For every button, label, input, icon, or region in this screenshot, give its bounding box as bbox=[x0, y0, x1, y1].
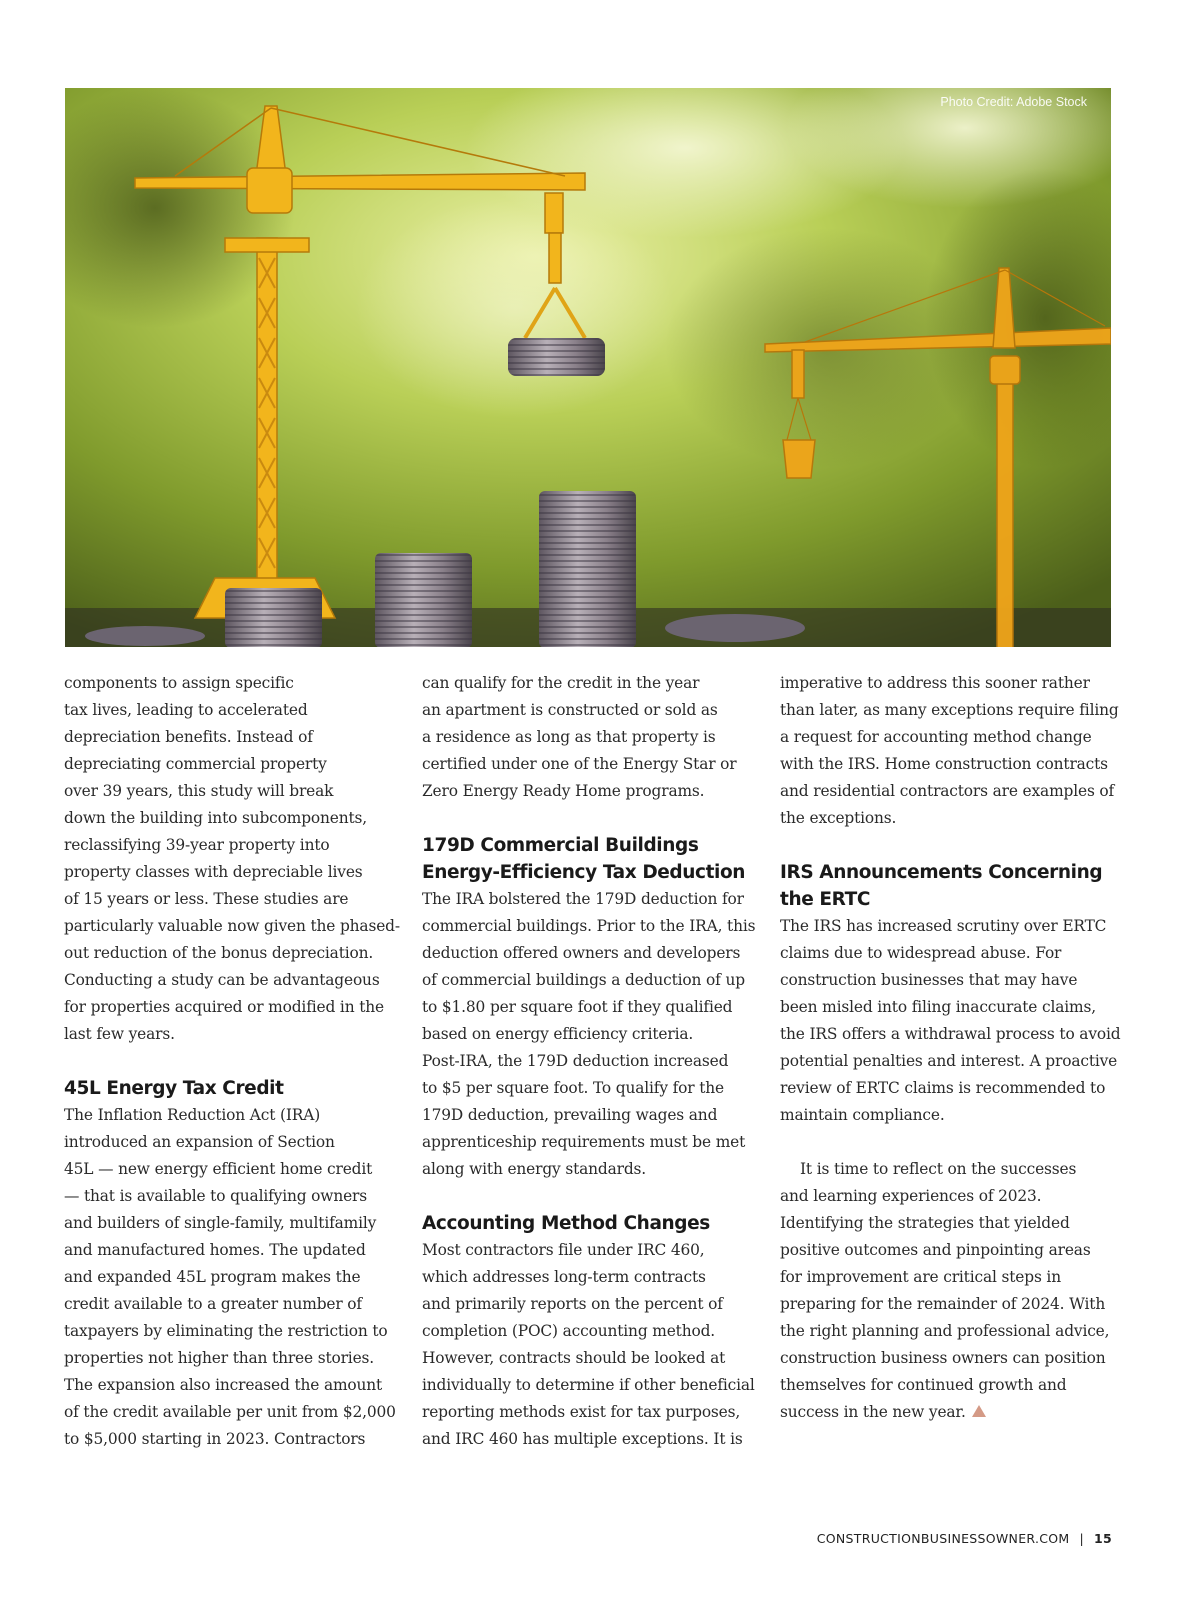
text-line: preparing for the remainder of 2024. With bbox=[780, 1295, 1106, 1313]
text-line: particularly valuable now given the phased- bbox=[64, 917, 400, 935]
text-line: credit available to a greater number of bbox=[64, 1295, 362, 1313]
text-line: properties not higher than three stories. bbox=[64, 1349, 375, 1367]
text-line: and builders of single-family, multifamily bbox=[64, 1214, 377, 1232]
text-line: success in the new year. bbox=[780, 1403, 966, 1421]
text-line: with the IRS. Home construction contracts bbox=[780, 755, 1108, 773]
text-line: apprenticeship requirements must be met bbox=[422, 1133, 746, 1151]
text-line: tax lives, leading to accelerated bbox=[64, 701, 308, 719]
text-line: 179D deduction, prevailing wages and bbox=[422, 1106, 718, 1124]
footer-site: CONSTRUCTIONBUSINESSOWNER.COM bbox=[816, 1531, 1070, 1546]
text-line: to $5 per square foot. To qualify for the bbox=[422, 1079, 724, 1097]
text-line: can qualify for the credit in the year bbox=[422, 674, 700, 692]
text-line: a residence as long as that property is bbox=[422, 728, 716, 746]
end-of-article-triangle-icon bbox=[972, 1405, 986, 1417]
text-line: — that is available to qualifying owners bbox=[64, 1187, 368, 1205]
text-line: maintain compliance. bbox=[780, 1106, 945, 1124]
text-line: taxpayers by eliminating the restriction to bbox=[64, 1322, 388, 1340]
text-line: down the building into subcomponents, bbox=[64, 809, 368, 827]
text-line: of commercial buildings a deduction of up bbox=[422, 971, 745, 989]
text-line: The Inflation Reduction Act (IRA) bbox=[64, 1106, 321, 1124]
section-heading: Accounting Method Changes bbox=[422, 1213, 710, 1234]
text-line: an apartment is constructed or sold as bbox=[422, 701, 718, 719]
text-line: the exceptions. bbox=[780, 809, 897, 827]
text-line: certified under one of the Energy Star or bbox=[422, 755, 737, 773]
text-line: a request for accounting method change bbox=[780, 728, 1092, 746]
text-line: depreciating commercial property bbox=[64, 755, 327, 773]
text-line: The IRS has increased scrutiny over ERTC bbox=[780, 917, 1107, 935]
text-line: last few years. bbox=[64, 1025, 175, 1043]
text-line: and IRC 460 has multiple exceptions. It is bbox=[422, 1430, 743, 1448]
text-line: based on energy efficiency criteria. bbox=[422, 1025, 694, 1043]
text-line: It is time to reflect on the successes bbox=[800, 1160, 1077, 1178]
text-line: themselves for continued growth and bbox=[780, 1376, 1067, 1394]
text-line: construction business owners can position bbox=[780, 1349, 1106, 1367]
text-line: Zero Energy Ready Home programs. bbox=[422, 782, 705, 800]
text-line: the IRS offers a withdrawal process to avoid bbox=[780, 1025, 1121, 1043]
article-photo bbox=[65, 88, 1111, 647]
text-line: and residential contractors are examples of bbox=[780, 782, 1115, 800]
text-line: deduction offered owners and developers bbox=[422, 944, 741, 962]
section-heading: Energy-Efficiency Tax Deduction bbox=[422, 862, 746, 883]
text-line: and primarily reports on the percent of bbox=[422, 1295, 723, 1313]
text-line: reporting methods exist for tax purposes, bbox=[422, 1403, 741, 1421]
footer-separator: | bbox=[1079, 1531, 1084, 1546]
page-number: 15 bbox=[1094, 1531, 1112, 1546]
text-line: reclassifying 39-year property into bbox=[64, 836, 330, 854]
section-heading: 179D Commercial Buildings bbox=[422, 835, 699, 856]
column-2 bbox=[422, 670, 758, 1453]
text-line: review of ERTC claims is recommended to bbox=[780, 1079, 1106, 1097]
text-line: which addresses long-term contracts bbox=[422, 1268, 706, 1286]
closing-paragraph bbox=[780, 1156, 1114, 1426]
text-line: and learning experiences of 2023. bbox=[780, 1187, 1042, 1205]
text-line: of 15 years or less. These studies are bbox=[64, 890, 349, 908]
text-line: along with energy standards. bbox=[422, 1160, 647, 1178]
text-line: of the credit available per unit from $2,000 bbox=[64, 1403, 396, 1421]
text-line: positive outcomes and pinpointing areas bbox=[780, 1241, 1091, 1259]
text-line: introduced an expansion of Section bbox=[64, 1133, 335, 1151]
text-line: out reduction of the bonus depreciation. bbox=[64, 944, 374, 962]
text-line: completion (POC) accounting method. bbox=[422, 1322, 716, 1340]
page-footer bbox=[817, 1531, 1112, 1546]
text-line: property classes with depreciable lives bbox=[64, 863, 363, 881]
text-line: over 39 years, this study will break bbox=[64, 782, 334, 800]
text-line: imperative to address this sooner rather bbox=[780, 674, 1090, 692]
text-line: The IRA bolstered the 179D deduction for bbox=[422, 890, 744, 908]
paragraph bbox=[422, 670, 758, 805]
crane-coins-photo bbox=[65, 88, 1111, 647]
text-line: individually to determine if other beneficial bbox=[422, 1376, 755, 1394]
text-line: Post-IRA, the 179D deduction increased bbox=[422, 1052, 729, 1070]
text-line: Most contractors file under IRC 460, bbox=[422, 1241, 705, 1259]
text-line: components to assign specific bbox=[64, 674, 294, 692]
text-line: to $5,000 starting in 2023. Contractors bbox=[64, 1430, 366, 1448]
text-line: depreciation benefits. Instead of bbox=[64, 728, 313, 746]
text-line: Conducting a study can be advantageous bbox=[64, 971, 380, 989]
section-heading: 45L Energy Tax Credit bbox=[64, 1078, 284, 1099]
section-heading: IRS Announcements Concerning bbox=[780, 862, 1103, 883]
paragraph bbox=[780, 670, 1119, 832]
text-line: and expanded 45L program makes the bbox=[64, 1268, 361, 1286]
column-3 bbox=[780, 670, 1121, 1426]
text-line: been misled into filing inaccurate claims, bbox=[780, 998, 1096, 1016]
final-line bbox=[780, 1399, 1114, 1426]
paragraph bbox=[422, 886, 758, 1183]
text-line: to $1.80 per square foot if they qualified bbox=[422, 998, 733, 1016]
paragraph bbox=[780, 913, 1121, 1129]
column-1 bbox=[64, 670, 400, 1453]
text-line: commercial buildings. Prior to the IRA, this bbox=[422, 917, 756, 935]
text-line: Identifying the strategies that yielded bbox=[780, 1214, 1070, 1232]
text-line: construction businesses that may have bbox=[780, 971, 1078, 989]
section-heading: the ERTC bbox=[780, 889, 871, 910]
text-line: and manufactured homes. The updated bbox=[64, 1241, 366, 1259]
text-line: However, contracts should be looked at bbox=[422, 1349, 726, 1367]
text-line: claims due to widespread abuse. For bbox=[780, 944, 1062, 962]
text-line: than later, as many exceptions require filing bbox=[780, 701, 1119, 719]
article-body bbox=[64, 670, 1121, 1470]
paragraph bbox=[64, 1102, 400, 1453]
paragraph bbox=[422, 1237, 758, 1453]
paragraph bbox=[64, 670, 400, 1048]
photo-credit: Photo Credit: Adobe Stock bbox=[940, 95, 1087, 109]
text-line: 45L — new energy efficient home credit bbox=[64, 1160, 373, 1178]
text-line: the right planning and professional advice, bbox=[780, 1322, 1110, 1340]
text-line: The expansion also increased the amount bbox=[64, 1376, 383, 1394]
text-line: for properties acquired or modified in the bbox=[64, 998, 384, 1016]
text-line: for improvement are critical steps in bbox=[780, 1268, 1061, 1286]
text-line: potential penalties and interest. A proactive bbox=[780, 1052, 1118, 1070]
